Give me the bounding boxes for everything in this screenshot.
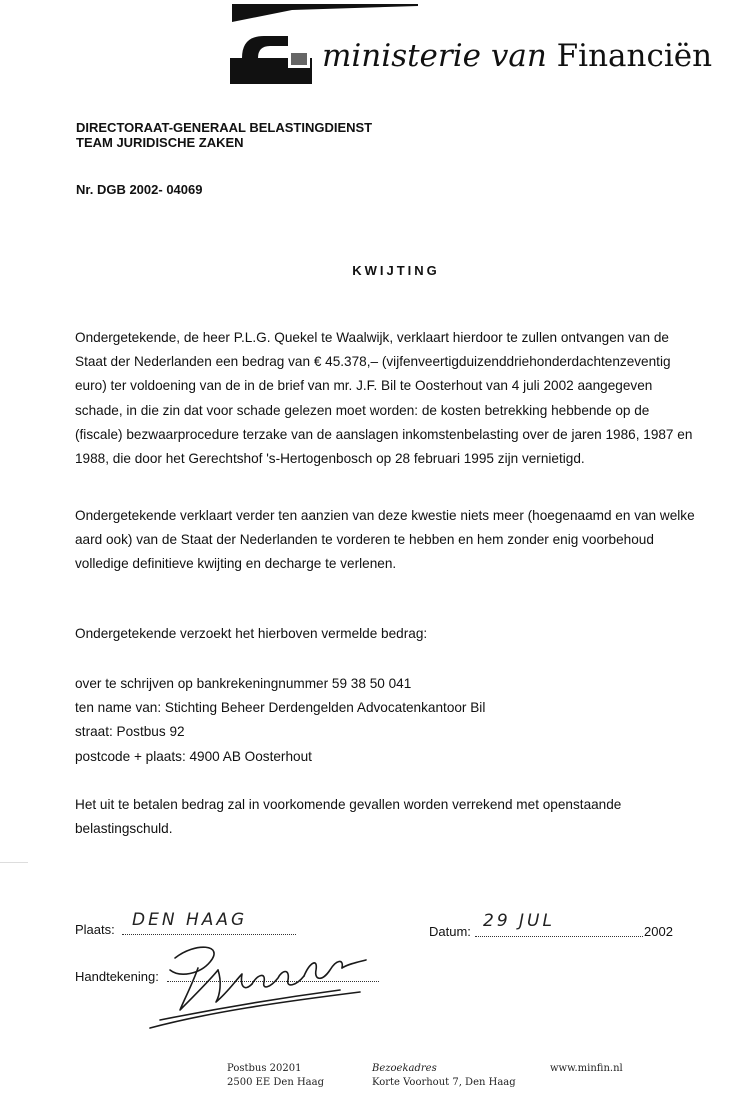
reference-number: Nr. DGB 2002- 04069 (76, 182, 203, 197)
payment-detail-account: over te schrijven op bankrekeningnummer 59 38 50 041 (75, 676, 412, 691)
payment-detail-name: ten name van: Stichting Beheer Derdengelden Advocatenkantoor Bil (75, 700, 486, 716)
ministry-logo-icon (230, 32, 312, 84)
ministry-name-finance: Financiën (556, 38, 713, 74)
paragraph-payment-receipt (75, 326, 699, 471)
department-line-1: DIRECTORAAT-GENERAAL BELASTINGDIENST (76, 120, 373, 135)
footer-visiting-label: Bezoekadres (372, 1063, 437, 1074)
department-line-2: TEAM JURIDISCHE ZAKEN (76, 135, 244, 150)
footer-website: www.minfin.nl (550, 1063, 623, 1074)
date-handwritten-value: 29 JUL (483, 911, 555, 931)
footer-postal-city: 2500 EE Den Haag (227, 1077, 325, 1088)
footer-postbus: Postbus 20201 (227, 1063, 302, 1074)
footer-visiting-street: Korte Voorhout 7, Den Haag (372, 1077, 516, 1088)
payment-details (75, 672, 675, 769)
handwritten-signature (140, 940, 380, 1035)
footer-postal-address (227, 1062, 324, 1090)
document-title: KWIJTING (352, 263, 440, 278)
paragraph-offset (75, 793, 675, 841)
paragraph-text: Ondergetekende verzoekt het hierboven vermelde bedrag: (75, 626, 428, 641)
department-heading (76, 120, 372, 150)
place-label: Plaats: (75, 922, 115, 937)
payment-detail-street: straat: Postbus 92 (75, 724, 185, 740)
payment-detail-postcode: postcode + plaats: 4900 AB Oosterhout (75, 748, 312, 764)
ministry-name-italic: ministerie van (322, 38, 547, 74)
date-year: 2002 (644, 924, 673, 939)
signature-label: Handtekening: (75, 969, 159, 984)
footer-visiting-address (372, 1062, 516, 1090)
letterhead-top-bar (232, 4, 418, 22)
place-dotted-line (122, 934, 296, 935)
place-handwritten-value: DEN HAAG (132, 910, 248, 930)
paragraph-discharge (75, 504, 695, 577)
date-label: Datum: (429, 924, 471, 939)
date-dotted-line (475, 936, 643, 937)
paragraph-request (75, 622, 675, 646)
paragraph-text: Ondergetekende verklaart verder ten aanzien van deze kwestie niets meer (hoegenaamd en van welke aard ook) van de Staat der Nederlanden te vorderen te hebben en hem zonder enig voorbehoud volledige definitieve kwijting en decharge te verlenen. (75, 508, 695, 572)
paragraph-text: Ondergetekende, de heer P.L.G. Quekel te Waalwijk, verklaart hierdoor te zullen ontvangen van de Staat der Nederlanden een bedrag van € 45.378,– (vijfenveertigduizenddriehonderdachtenzeventig euro) ter voldoening van de in de brief van mr. J.F. Bil te Oosterhout van 4 juli 2002 aangegeven schade, in die zin dat voor schade gelezen moet worden: de kosten betrekking hebbende op de (fiscale) bezwaarprocedure terzake van de aanslagen inkomstenbelasting over de jaren 1986, 1987 en 1988, die door het Gerechtshof 's-Hertogenbosch op 28 februari 1995 zijn vernietigd. (75, 330, 693, 467)
ministry-name (322, 38, 712, 74)
page-divider (0, 862, 28, 863)
paragraph-text: Het uit te betalen bedrag zal in voorkomende gevallen worden verrekend met openstaande belastingschuld. (75, 797, 622, 837)
